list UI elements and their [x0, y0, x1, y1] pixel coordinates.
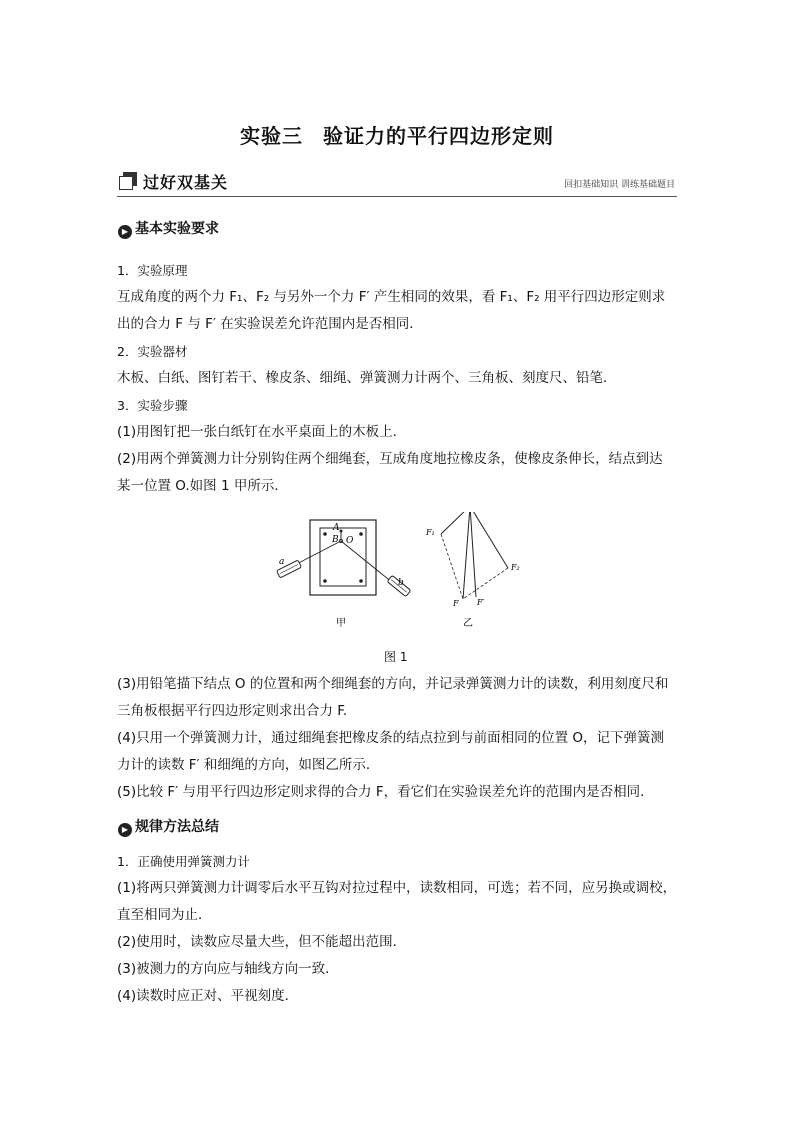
- text-line: 出的合力 F 与 F′ 在实验误差允许范围内是否相同．: [117, 316, 423, 332]
- vector-f-prime: [470, 512, 476, 597]
- label-F: F: [453, 599, 459, 608]
- text-line: 力计的读数 F′ 和细绳的方向，如图乙所示．: [117, 757, 380, 773]
- banner-label: 过好双基关: [143, 173, 229, 192]
- text-line: 2．实验器材: [117, 344, 188, 359]
- pin: [323, 532, 327, 536]
- title-part1: 实验三: [240, 124, 303, 148]
- label-F2: F₂: [511, 563, 520, 572]
- text-line: (4)读数时应正对、平视刻度．: [117, 988, 299, 1004]
- text-line: (1)将两只弹簧测力计调零后水平互钩对拉过程中，读数相同，可选；若不同，应另换或调校，: [117, 880, 677, 896]
- text-line: (2)用两个弹簧测力计分别钩住两个细绳套，互成角度地拉橡皮条，使橡皮条伸长，结点到达: [117, 451, 663, 467]
- text-line: (2)使用时，读数应尽量大些，但不能超出范围．: [117, 934, 407, 950]
- label-b: b: [398, 578, 404, 588]
- paper: [320, 528, 366, 586]
- string-b: [341, 541, 393, 583]
- stacked-squares-icon: [119, 172, 137, 190]
- dashed-edge: [463, 568, 508, 599]
- label-B: B: [332, 535, 339, 545]
- page-title: [0, 120, 794, 149]
- label-yi: 乙: [463, 618, 473, 629]
- text-line: 直至相同为止．: [117, 907, 212, 923]
- label-F-prime: F′: [477, 598, 485, 607]
- text-line: 三角板根据平行四边形定则求出合力 F.: [117, 703, 348, 719]
- banner-subtitle: 回扣基础知识 训练基础题目: [564, 180, 675, 190]
- title-part2: 验证力的平行四边形定则: [323, 124, 554, 148]
- pin: [359, 532, 363, 536]
- text-line: 3．实验步骤: [117, 398, 188, 413]
- label-jia: 甲: [336, 618, 346, 629]
- text-line: 互成角度的两个力 F₁、F₂ 与另外一个力 F′ 产生相同的效果，看 F₁、F₂ 用平行四边形定则求: [117, 289, 666, 305]
- text-line: (5)比较 F′ 与用平行四边形定则求得的合力 F，看它们在实验误差允许的范围内是否相同．: [117, 784, 654, 800]
- play-icon: ▶: [118, 823, 132, 837]
- label-A: A: [333, 523, 340, 533]
- section-heading-basic: [118, 218, 219, 239]
- text-line: (1)用图钉把一张白纸钉在水平桌面上的木板上．: [117, 424, 407, 440]
- figure-1: [265, 512, 535, 632]
- text-line: 1．正确使用弹簧测力计: [117, 854, 250, 869]
- section-banner: [117, 170, 677, 197]
- point-a-dot: [340, 530, 343, 533]
- label-O: O: [346, 536, 354, 546]
- text-line: (3)被测力的方向应与轴线方向一致．: [117, 961, 339, 977]
- pin: [359, 579, 363, 583]
- text-line: 某一位置 O.如图 1 甲所示．: [117, 478, 288, 494]
- dashed-edge: [441, 534, 463, 599]
- label-F1: F₁: [426, 528, 435, 537]
- section-basic-label: 基本实验要求: [135, 221, 219, 237]
- text-line: 木板、白纸、图钉若干、橡皮条、细绳、弹簧测力计两个、三角板、刻度尺、铅笔．: [117, 370, 617, 386]
- section-heading-method: [118, 816, 219, 837]
- text-line: 1．实验原理: [117, 263, 188, 278]
- vector-f1: [441, 512, 470, 534]
- figure-caption: 图 1: [384, 650, 408, 664]
- vector-f: [463, 512, 470, 599]
- vector-f2: [470, 512, 508, 568]
- section-method-label: 规律方法总结: [135, 819, 219, 835]
- play-icon: ▶: [118, 225, 132, 239]
- text-line: (3)用铅笔描下结点 O 的位置和两个细绳套的方向，并记录弹簧测力计的读数，利用刻度尺和: [117, 676, 669, 692]
- pin: [323, 579, 327, 583]
- label-a: a: [279, 557, 285, 567]
- text-line: (4)只用一个弹簧测力计，通过细绳套把橡皮条的结点拉到与前面相同的位置 O，记下弹簧测: [117, 730, 665, 746]
